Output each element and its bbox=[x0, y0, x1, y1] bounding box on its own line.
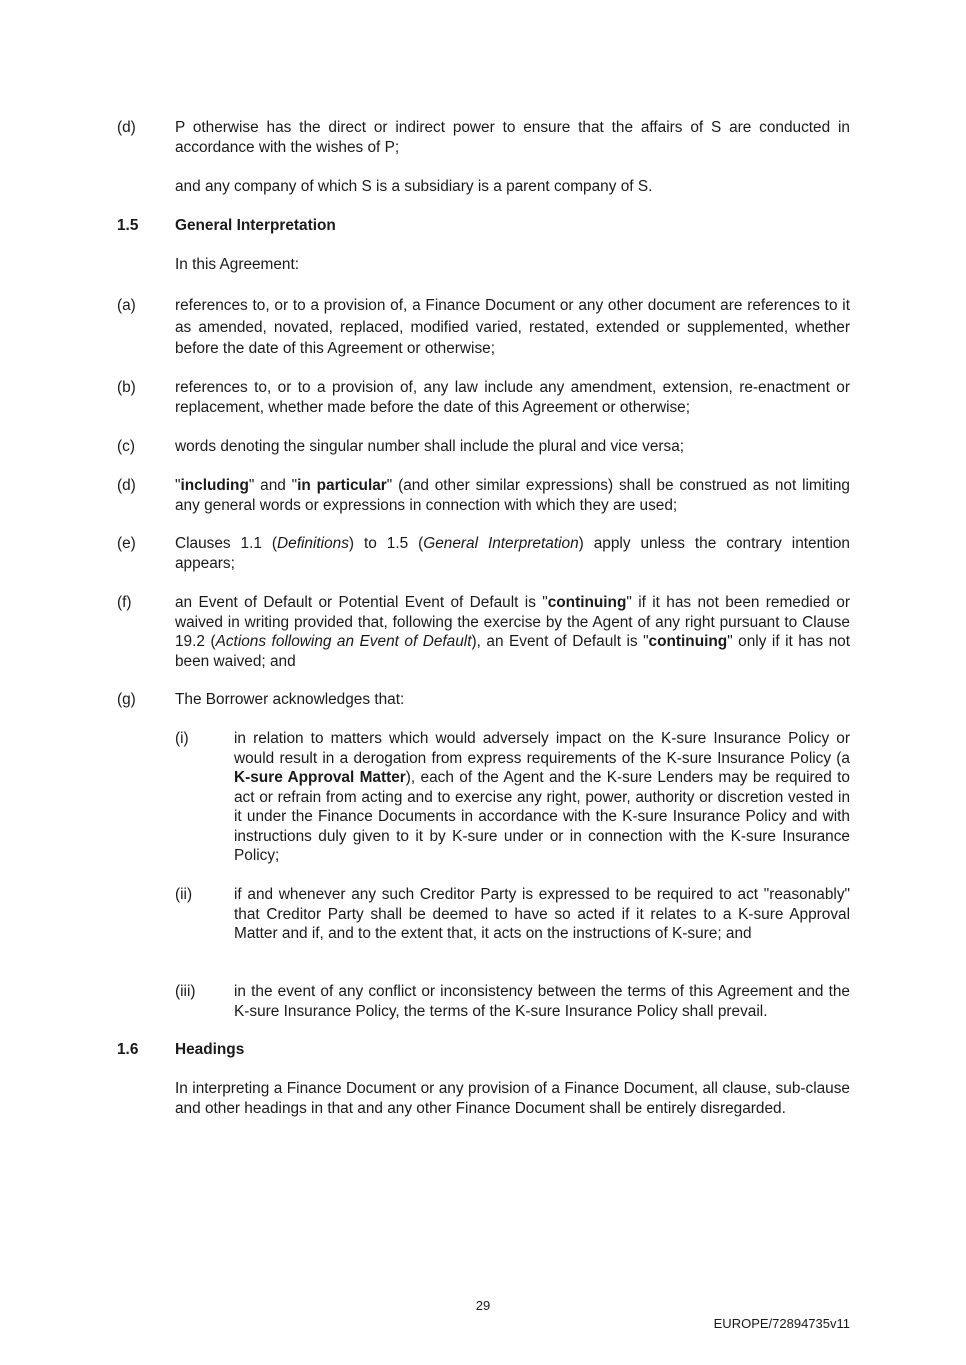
clause-a bbox=[117, 295, 850, 360]
clause-label: (c) bbox=[117, 438, 135, 455]
defined-term: K-sure Approval Matter bbox=[234, 769, 406, 786]
section-heading-1-5 bbox=[117, 216, 850, 236]
subclause-iii bbox=[175, 982, 850, 1021]
clause-reference: General Interpretation bbox=[423, 535, 579, 552]
subclause-ii bbox=[175, 885, 850, 944]
subclause-label: (i) bbox=[175, 730, 189, 747]
clause-text: Clauses 1.1 (Definitions) to 1.5 (General Interpretation) apply unless the contrary intention appears; bbox=[175, 535, 850, 572]
clause-reference: Definitions bbox=[277, 535, 349, 552]
closing-line: and any company of which S is a subsidiary is a parent company of S. bbox=[175, 178, 653, 195]
subclause-i bbox=[175, 729, 850, 866]
subclause-text: in relation to matters which would adversely impact on the K-sure Insurance Policy or would result in a derogation from express requirements of the K-sure Insurance Policy (a K-sure Approval Matter), each of the Agent and the K-sure Lenders may be required to act or refrain from acting and to exercise any right, power, authority or discretion vested in it under the Finance Documents in accordance with the K-sure Insurance Policy and with instructions duly given to it by K-sure under or in connection with the K-sure Insurance Policy; bbox=[234, 730, 850, 864]
clause-text: "including" and "in particular" (and other similar expressions) shall be construed as not limiting any general words or expressions in connection with which they are used; bbox=[175, 477, 850, 514]
clause-g bbox=[117, 690, 850, 710]
clause-text: words denoting the singular number shall include the plural and vice versa; bbox=[175, 438, 685, 455]
section-intro: In this Agreement: bbox=[175, 256, 300, 273]
section-title: General Interpretation bbox=[175, 217, 336, 234]
defined-term: including bbox=[180, 477, 249, 494]
clause-label: (d) bbox=[117, 477, 136, 494]
clause-label: (d) bbox=[117, 119, 136, 136]
clause-text: an Event of Default or Potential Event of Default is "continuing" if it has not been remedied or waived in writing provided that, following the exercise by the Agent of any right pursuant to Clause 19.2 (Actions following an Event of Default), an Event of Default is "continuing" only if it has not been waived; and bbox=[175, 594, 850, 670]
section-1-6-text: In interpreting a Finance Document or any provision of a Finance Document, all clause, sub-clause and other headings in that and any other Finance Document shall be entirely disregarded. bbox=[175, 1080, 850, 1117]
clause-reference: Actions following an Event of Default bbox=[215, 633, 472, 650]
clause-label: (f) bbox=[117, 594, 132, 611]
clause-label: (a) bbox=[117, 297, 136, 314]
defined-term: continuing bbox=[547, 594, 627, 611]
clause-d-prev bbox=[117, 118, 850, 157]
defined-term: in particular bbox=[297, 477, 387, 494]
subclause-text: in the event of any conflict or inconsistency between the terms of this Agreement and the K-sure Insurance Policy, the terms of the K-sure Insurance Policy shall prevail. bbox=[234, 983, 850, 1020]
subclause-text: if and whenever any such Creditor Party is expressed to be required to act "reasonably" that Creditor Party shall be deemed to have so acted if it relates to a K-sure Approval Matter and if, and to the extent that, it acts on the instructions of K-sure; and bbox=[234, 886, 850, 942]
clause-text: The Borrower acknowledges that: bbox=[175, 691, 405, 708]
section-number: 1.6 bbox=[117, 1041, 139, 1058]
section-heading-1-6 bbox=[117, 1040, 850, 1060]
clause-text: P otherwise has the direct or indirect power to ensure that the affairs of S are conducted in accordance with the wishes of P; bbox=[175, 119, 850, 156]
section-number: 1.5 bbox=[117, 217, 139, 234]
subclause-label: (iii) bbox=[175, 983, 196, 1000]
clause-b bbox=[117, 378, 850, 417]
clause-text: references to, or to a provision of, any law include any amendment, extension, re-enactment or replacement, whether made before the date of this Agreement or otherwise; bbox=[175, 379, 850, 416]
clause-e bbox=[117, 534, 850, 573]
clause-label: (e) bbox=[117, 535, 136, 552]
clause-text: references to, or to a provision of, a Finance Document or any other document are references to it as amended, novated, replaced, modified varied, restated, extended or supplemented, whether before the date of this Agreement or otherwise; bbox=[175, 297, 850, 357]
clause-d bbox=[117, 476, 850, 515]
clause-label: (g) bbox=[117, 691, 136, 708]
section-title: Headings bbox=[175, 1041, 245, 1058]
subclause-label: (ii) bbox=[175, 886, 193, 903]
clause-label: (b) bbox=[117, 379, 136, 396]
clause-f bbox=[117, 593, 850, 671]
document-reference: EUROPE/72894735v11 bbox=[713, 1316, 850, 1331]
page-number: 29 bbox=[475, 1298, 491, 1313]
clause-c bbox=[117, 437, 850, 457]
defined-term: continuing bbox=[648, 633, 728, 650]
